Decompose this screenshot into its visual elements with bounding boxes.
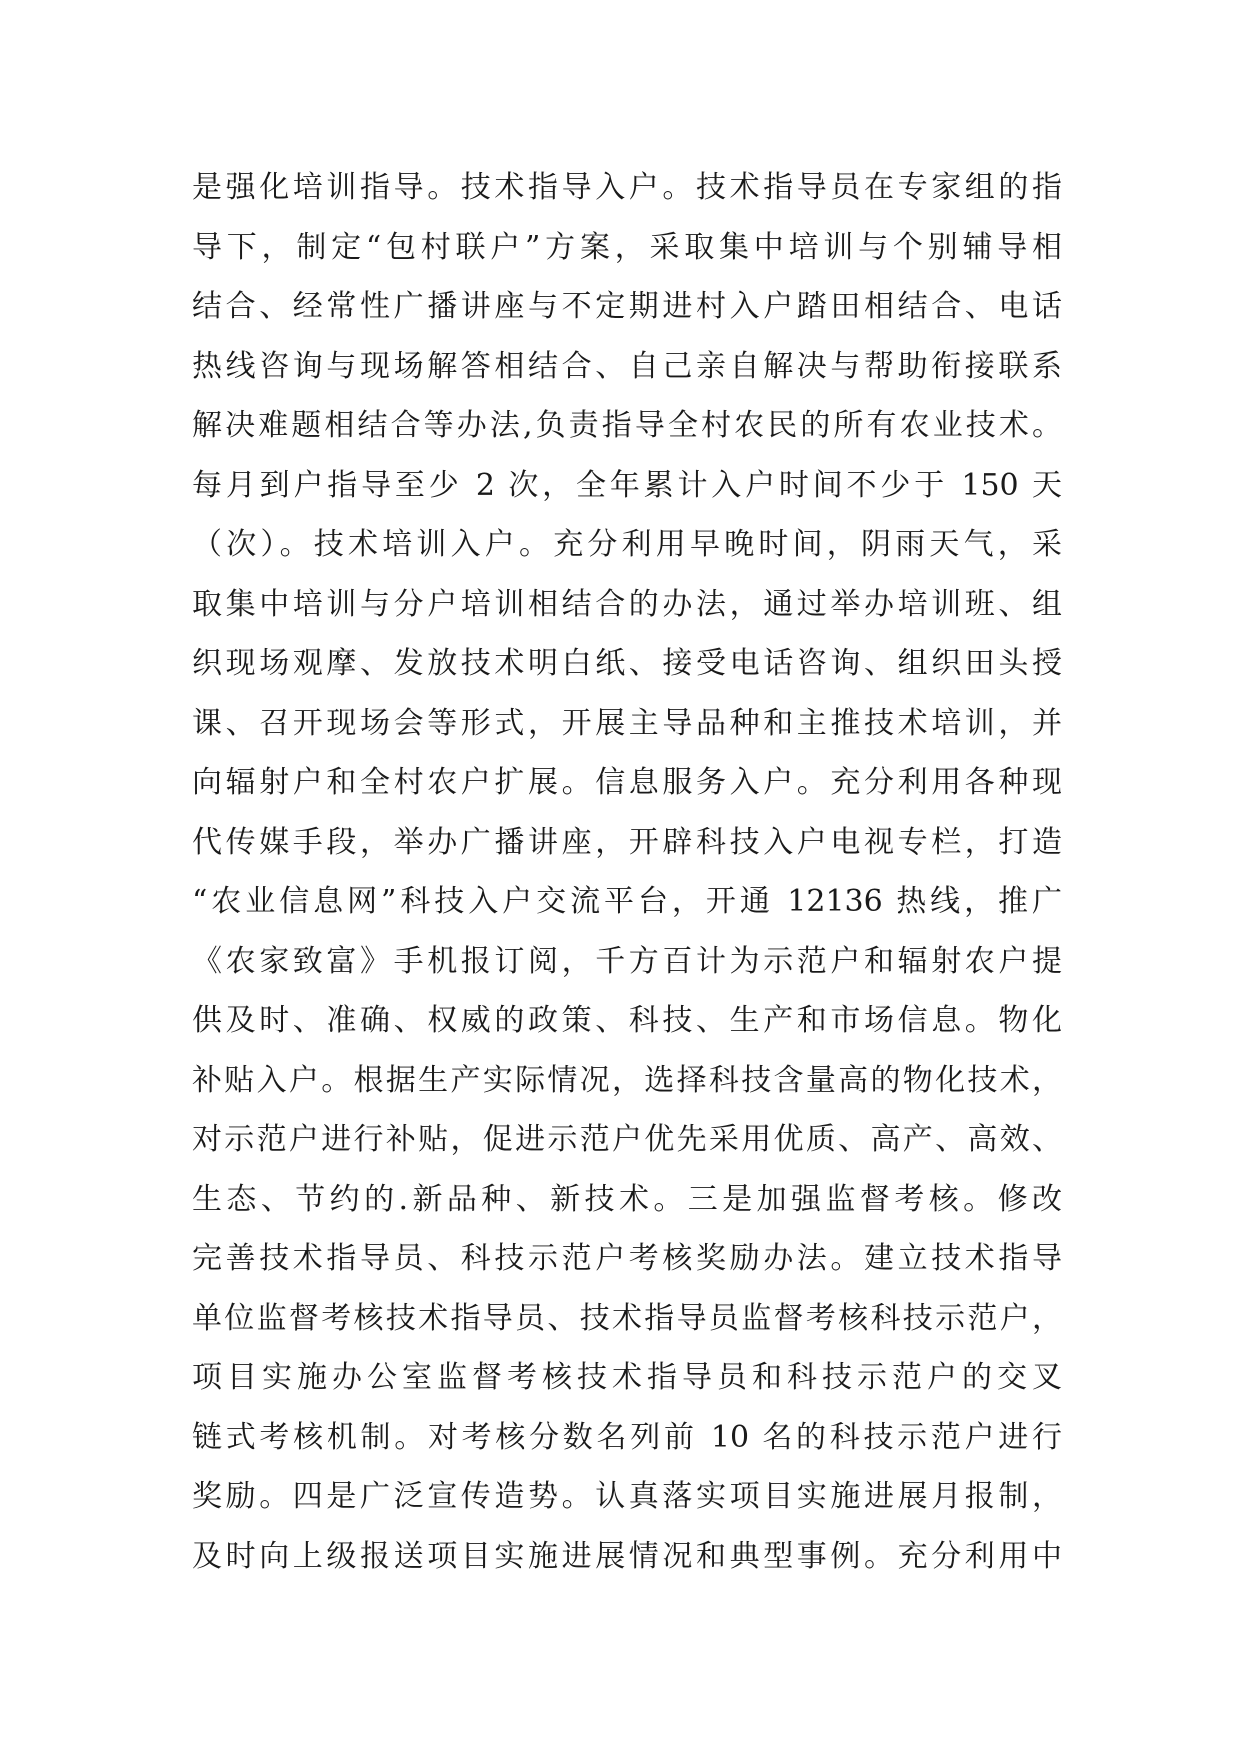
text-line: 课、召开现场会等形式，开展主导品种和主推技术培训，并	[192, 705, 1062, 741]
text-line: 织现场观摩、发放技术明白纸、接受电话咨询、组织田头授	[192, 646, 1062, 681]
text-line: 奖励。四是广泛宣传造势。认真落实项目实施进展月报制，	[192, 1479, 1062, 1514]
text-line: 每月到户指导至少 2 次，全年累计入户时间不少于 150 天	[192, 467, 1062, 503]
text-line: 导下，制定“包村联户”方案，采取集中培训与个别辅导相	[192, 229, 1062, 265]
text-line: 供及时、准确、权威的政策、科技、生产和市场信息。物化	[192, 1003, 1062, 1038]
text-line: 补贴入户。根据生产实际情况，选择科技含量高的物化技术，	[192, 1062, 1062, 1098]
text-line: 对示范户进行补贴，促进示范户优先采用优质、高产、高效、	[192, 1122, 1062, 1157]
text-line: 《农家致富》手机报订阅，千方百计为示范户和辐射农户提	[192, 943, 1062, 979]
text-line: 向辐射户和全村农户扩展。信息服务入户。充分利用各种现	[192, 765, 1062, 800]
text-line: 取集中培训与分户培训相结合的办法，通过举办培训班、组	[192, 586, 1062, 622]
text-line: “农业信息网”科技入户交流平台，开通 12136 热线，推广	[192, 884, 1062, 919]
text-line: 完善技术指导员、科技示范户考核奖励办法。建立技术指导	[192, 1241, 1062, 1276]
text-line: 生态、节约的.新品种、新技术。三是加强监督考核。修改	[192, 1181, 1062, 1217]
text-line: 解决难题相结合等办法,负责指导全村农民的所有农业技术。	[192, 408, 1062, 443]
text-line: 结合、经常性广播讲座与不定期进村入户踏田相结合、电话	[192, 289, 1062, 324]
text-line: 项目实施办公室监督考核技术指导员和科技示范户的交叉	[192, 1360, 1062, 1395]
text-line: 代传媒手段，举办广播讲座，开辟科技入户电视专栏，打造	[192, 824, 1062, 860]
text-line: 及时向上级报送项目实施进展情况和典型事例。充分利用中	[192, 1538, 1062, 1574]
text-line: 链式考核机制。对考核分数名列前 10 名的科技示范户进行	[192, 1419, 1062, 1455]
body-text	[192, 158, 1062, 1586]
text-line: （次）。技术培训入户。充分利用早晚时间，阴雨天气，采	[192, 527, 1062, 562]
text-line: 单位监督考核技术指导员、技术指导员监督考核科技示范户，	[192, 1300, 1062, 1336]
text-line: 是强化培训指导。技术指导入户。技术指导员在专家组的指	[192, 170, 1062, 205]
text-line: 热线咨询与现场解答相结合、自己亲自解决与帮助衔接联系	[192, 348, 1062, 384]
